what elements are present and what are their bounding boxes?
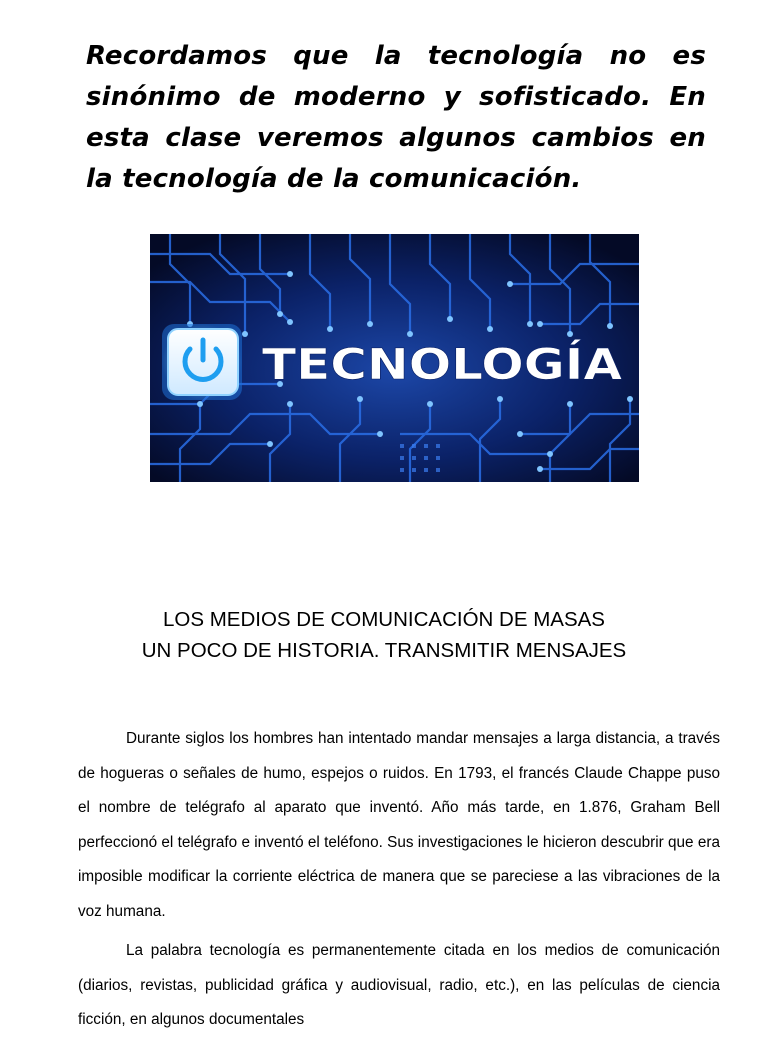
heading-line-1: LOS MEDIOS DE COMUNICACIÓN DE MASAS [163, 608, 605, 631]
power-icon [162, 324, 242, 400]
paragraph-1: Durante siglos los hombres han intentado mandar mensajes a larga distancia, a través de hogueras o señales de humo, espejos o ruidos. En 1793, el francés Claude Chappe puso el nombre de telégrafo al aparato que inventó. Año más tarde, en 1.876, Graham Bell perfeccionó el telégrafo e inventó el teléfono. Sus investigaciones le hicieron descubrir que era imposible modificar la corriente eléctrica de manera que se pareciese a las vibraciones de la voz humana. [78, 730, 720, 920]
banner-word: TECNOLOGÍA [262, 340, 572, 390]
paragraph-2: La palabra tecnología es permanentemente citada en los medios de comunicación (diarios, revistas, publicidad gráfica y audiovisual, radio, etc.), en las películas de ciencia ficción, en algunos documentales [78, 942, 720, 1029]
section-heading [60, 604, 708, 666]
intro-text: Recordamos que la tecnología no es sinónimo de moderno y sofisticado. En esta clase veremos algunos cambios en la tecnología de la comunicación. [86, 41, 706, 194]
technology-banner-image [150, 234, 639, 482]
heading-line-2: UN POCO DE HISTORIA. TRANSMITIR MENSAJES [141, 639, 627, 662]
